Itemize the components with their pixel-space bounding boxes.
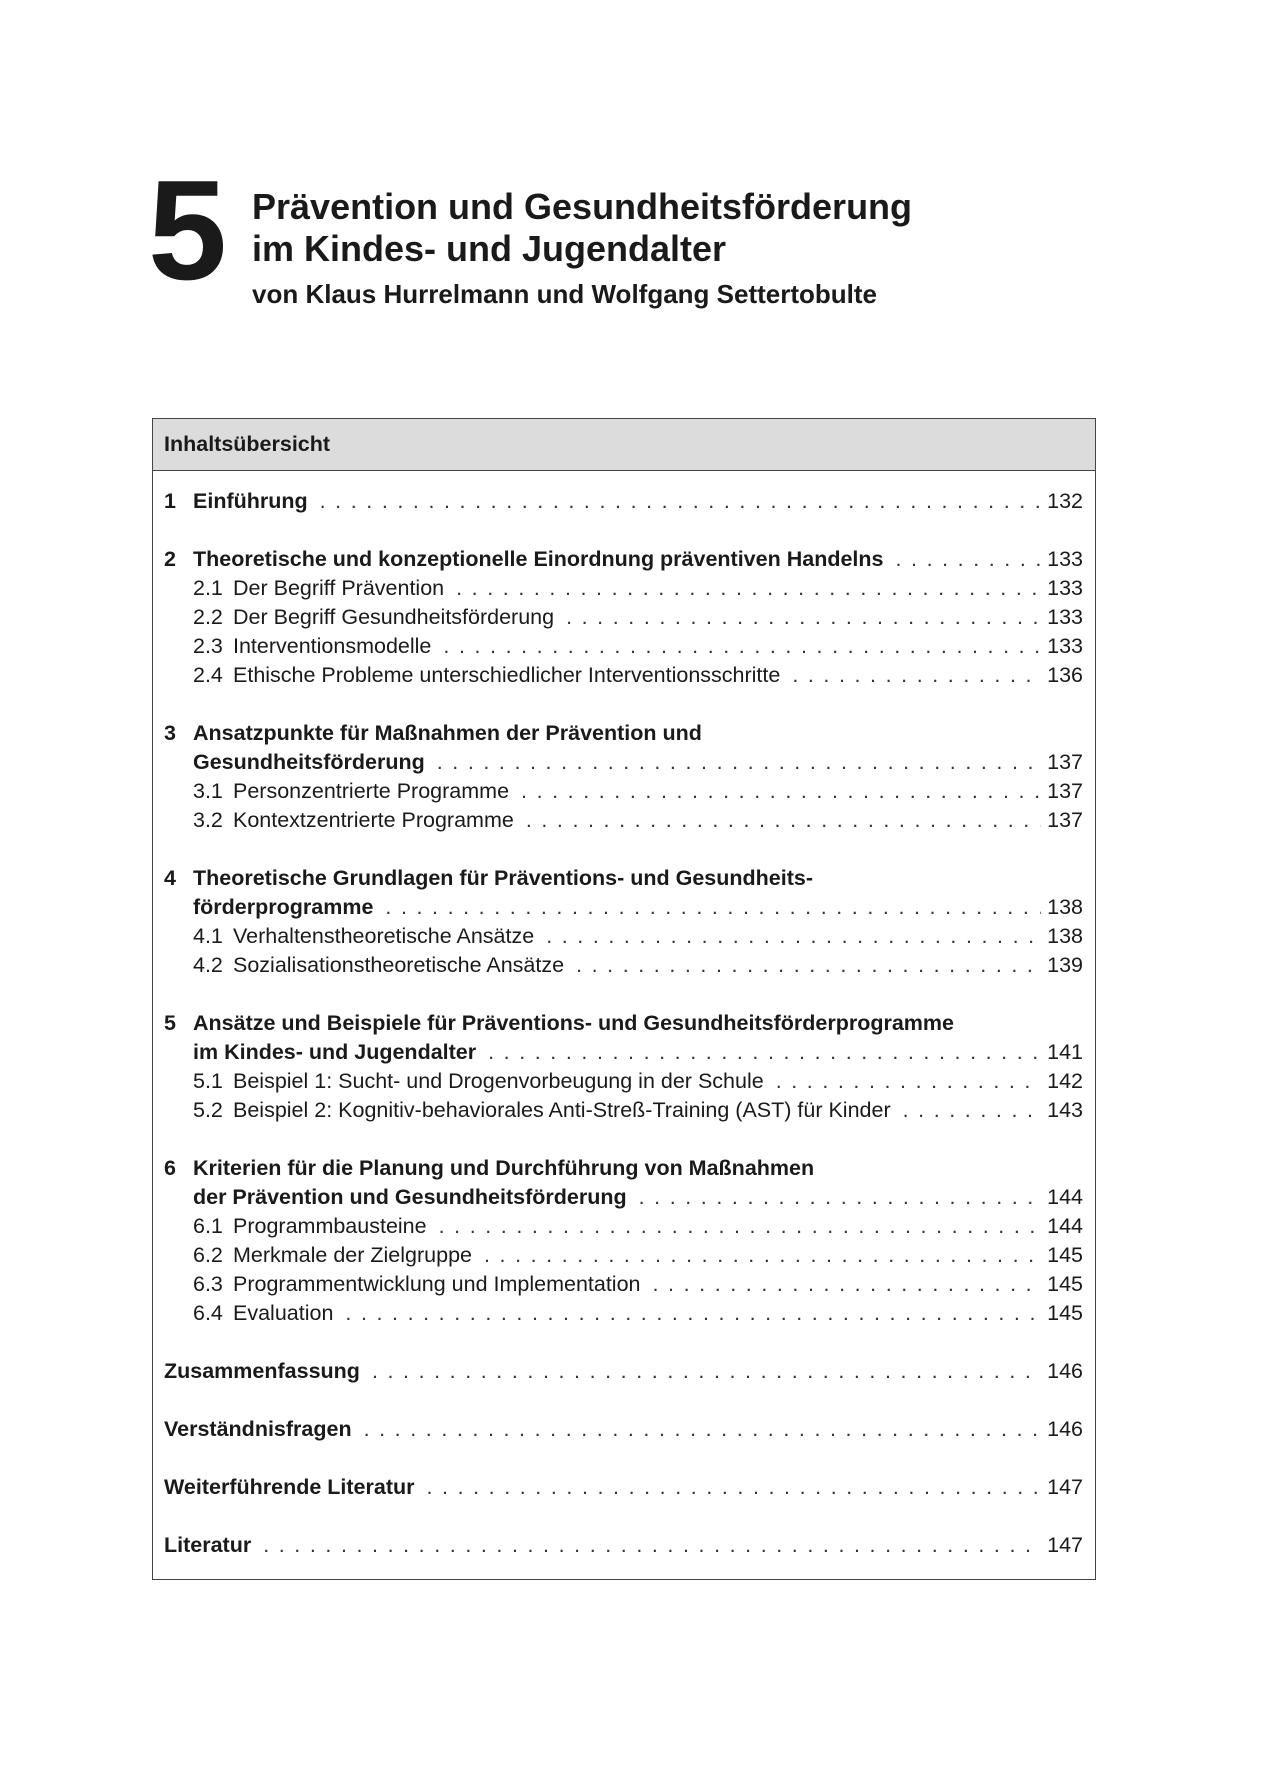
- toc-entry-3-2[interactable]: [193, 806, 1083, 835]
- toc-title: der Prävention und Gesundheitsförderung: [193, 1185, 627, 1209]
- toc-title: Kontextzentrierte Programme: [233, 808, 514, 832]
- toc-title: Programmbausteine: [233, 1214, 427, 1238]
- toc-title: Programmentwicklung und Implementation: [233, 1272, 641, 1296]
- toc-title: Theoretische und konzeptionelle Einordnung präventiven Handelns: [193, 547, 884, 571]
- toc-entry-literature[interactable]: [164, 1531, 1083, 1560]
- toc-entry-3[interactable]: [164, 719, 1083, 748]
- leader-dots: [566, 603, 1041, 632]
- chapter-title: [252, 186, 912, 270]
- toc-number: 5.2: [193, 1098, 223, 1122]
- toc-title: Theoretische Grundlagen für Präventions- und Gesundheits-: [193, 866, 813, 890]
- toc-number: 5: [164, 1011, 176, 1035]
- toc-page: 142: [1047, 1069, 1083, 1093]
- toc-title: Kriterien für die Planung und Durchführung von Maßnahmen: [193, 1156, 815, 1180]
- toc-page: 147: [1047, 1533, 1083, 1557]
- leader-dots: [320, 487, 1041, 516]
- toc-number: 3.2: [193, 808, 223, 832]
- toc-title: Verständnisfragen: [164, 1417, 352, 1441]
- toc-page: 133: [1047, 605, 1083, 629]
- toc-page: 133: [1047, 634, 1083, 658]
- leader-dots: [576, 951, 1041, 980]
- toc-page: 138: [1047, 924, 1083, 948]
- toc-title: Beispiel 1: Sucht- und Drogenvorbeugung in der Schule: [233, 1069, 764, 1093]
- toc-number: 6.4: [193, 1301, 223, 1325]
- toc-number: 3: [164, 721, 176, 745]
- toc-entry-3-cont[interactable]: [193, 748, 1083, 777]
- toc-entry-6-cont[interactable]: [193, 1183, 1083, 1212]
- toc-number: 4.2: [193, 953, 223, 977]
- toc-entry-5[interactable]: [164, 1009, 1083, 1038]
- toc-title: Evaluation: [233, 1301, 334, 1325]
- toc-entry-5-2[interactable]: [193, 1096, 1083, 1125]
- leader-dots: [439, 1212, 1042, 1241]
- leader-dots: [372, 1357, 1041, 1386]
- leader-dots: [895, 545, 1041, 574]
- toc-entry-4[interactable]: [164, 864, 1083, 893]
- leader-dots: [437, 748, 1041, 777]
- toc-page: 136: [1047, 663, 1083, 687]
- leader-dots: [443, 632, 1041, 661]
- toc-entry-4-cont[interactable]: [193, 893, 1083, 922]
- leader-dots: [546, 922, 1041, 951]
- toc-number: 3.1: [193, 779, 223, 803]
- toc-entry-6-2[interactable]: [193, 1241, 1083, 1270]
- table-of-contents: [152, 418, 1096, 1580]
- toc-page: 147: [1047, 1475, 1083, 1499]
- toc-entry-2-4[interactable]: [193, 661, 1083, 690]
- leader-dots: [792, 661, 1041, 690]
- toc-number: 1: [164, 489, 176, 513]
- toc-page: 137: [1047, 750, 1083, 774]
- toc-title: Weiterführende Literatur: [164, 1475, 415, 1499]
- toc-page: 133: [1047, 576, 1083, 600]
- toc-title: Ansätze und Beispiele für Präventions- und Gesundheitsförderprogramme: [193, 1011, 954, 1035]
- toc-number: 4: [164, 866, 176, 890]
- leader-dots: [456, 574, 1041, 603]
- toc-page: 133: [1047, 547, 1083, 571]
- toc-number: 4.1: [193, 924, 223, 948]
- toc-entry-6-1[interactable]: [193, 1212, 1083, 1241]
- toc-page: 138: [1047, 895, 1083, 919]
- toc-entry-4-2[interactable]: [193, 951, 1083, 980]
- toc-title: im Kindes- und Jugendalter: [193, 1040, 477, 1064]
- toc-page: 145: [1047, 1243, 1083, 1267]
- leader-dots: [484, 1241, 1041, 1270]
- toc-number: 2.4: [193, 663, 223, 687]
- toc-title: förderprogramme: [193, 895, 374, 919]
- leader-dots: [903, 1096, 1042, 1125]
- chapter-title-line-1: Prävention und Gesundheitsförderung: [252, 186, 913, 227]
- toc-heading: Inhaltsübersicht: [153, 419, 1095, 471]
- toc-entry-6[interactable]: [164, 1154, 1083, 1183]
- toc-entry-5-1[interactable]: [193, 1067, 1083, 1096]
- toc-title: Zusammenfassung: [164, 1359, 360, 1383]
- toc-entry-2-3[interactable]: [193, 632, 1083, 661]
- toc-page: 144: [1047, 1214, 1083, 1238]
- toc-title: Sozialisationstheoretische Ansätze: [233, 953, 565, 977]
- toc-page: 146: [1047, 1417, 1083, 1441]
- toc-title: Beispiel 2: Kognitiv-behaviorales Anti-Streß-Training (AST) für Kinder: [233, 1098, 891, 1122]
- toc-entry-6-3[interactable]: [193, 1270, 1083, 1299]
- leader-dots: [521, 777, 1041, 806]
- toc-title: Verhaltenstheoretische Ansätze: [233, 924, 535, 948]
- toc-page: 145: [1047, 1301, 1083, 1325]
- toc-entry-6-4[interactable]: [193, 1299, 1083, 1328]
- leader-dots: [426, 1473, 1041, 1502]
- chapter-title-line-2: im Kindes- und Jugendalter: [252, 228, 727, 269]
- toc-title: Ansatzpunkte für Maßnahmen der Prävention und: [193, 721, 702, 745]
- toc-page: 141: [1047, 1040, 1083, 1064]
- toc-title: Der Begriff Gesundheitsförderung: [233, 605, 555, 629]
- toc-entry-1[interactable]: [164, 487, 1083, 516]
- toc-title: Interventionsmodelle: [233, 634, 432, 658]
- toc-page: 144: [1047, 1185, 1083, 1209]
- toc-number: 2: [164, 547, 176, 571]
- toc-title: Literatur: [164, 1533, 252, 1557]
- toc-entry-2-2[interactable]: [193, 603, 1083, 632]
- toc-page: 143: [1047, 1098, 1083, 1122]
- toc-title: Personzentrierte Programme: [233, 779, 510, 803]
- toc-number: 6.1: [193, 1214, 223, 1238]
- leader-dots: [488, 1038, 1041, 1067]
- toc-number: 6: [164, 1156, 176, 1180]
- toc-number: 2.1: [193, 576, 223, 600]
- chapter-authors: von Klaus Hurrelmann und Wolfgang Settertobulte: [252, 279, 877, 309]
- toc-number: 2.2: [193, 605, 223, 629]
- toc-entry-2-1[interactable]: [193, 574, 1083, 603]
- leader-dots: [263, 1531, 1041, 1560]
- toc-page: 137: [1047, 808, 1083, 832]
- toc-title: Merkmale der Zielgruppe: [233, 1243, 472, 1267]
- leader-dots: [364, 1415, 1042, 1444]
- toc-page: 145: [1047, 1272, 1083, 1296]
- toc-number: 5.1: [193, 1069, 223, 1093]
- leader-dots: [653, 1270, 1042, 1299]
- leader-dots: [345, 1299, 1041, 1328]
- toc-entry-5-cont[interactable]: [193, 1038, 1083, 1067]
- toc-entry-summary[interactable]: [164, 1357, 1083, 1386]
- toc-entry-3-1[interactable]: [193, 777, 1083, 806]
- toc-title: Einführung: [193, 489, 308, 513]
- chapter-number: 5: [148, 151, 225, 310]
- toc-number: 6.2: [193, 1243, 223, 1267]
- toc-entry-2[interactable]: [164, 545, 1083, 574]
- toc-page: 146: [1047, 1359, 1083, 1383]
- leader-dots: [385, 893, 1041, 922]
- toc-page: 137: [1047, 779, 1083, 803]
- toc-title: Ethische Probleme unterschiedlicher Interventionsschritte: [233, 663, 781, 687]
- toc-entry-4-1[interactable]: [193, 922, 1083, 951]
- leader-dots: [776, 1067, 1041, 1096]
- leader-dots: [526, 806, 1041, 835]
- toc-page: 139: [1047, 953, 1083, 977]
- toc-number: 2.3: [193, 634, 223, 658]
- toc-page: 132: [1047, 489, 1083, 513]
- toc-title: Gesundheitsförderung: [193, 750, 425, 774]
- toc-number: 6.3: [193, 1272, 223, 1296]
- toc-entry-further-reading[interactable]: [164, 1473, 1083, 1502]
- toc-title: Der Begriff Prävention: [233, 576, 445, 600]
- toc-entry-questions[interactable]: [164, 1415, 1083, 1444]
- leader-dots: [639, 1183, 1042, 1212]
